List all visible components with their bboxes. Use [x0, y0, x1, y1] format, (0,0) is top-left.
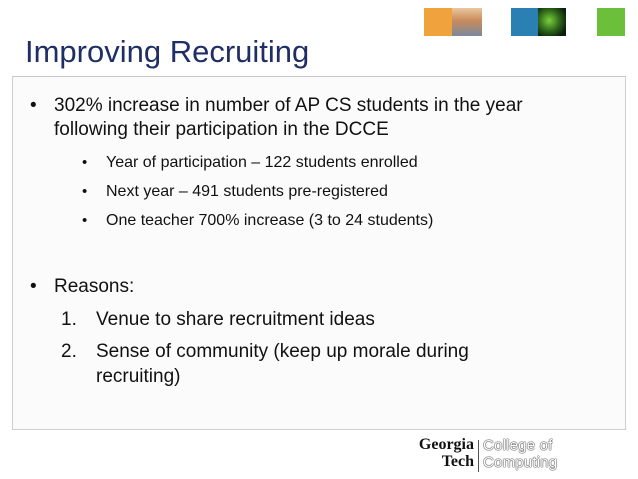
- bullet-2-line-1: Reasons:: [54, 276, 135, 297]
- sub-bullet-2: Next year – 491 students pre-registered: [106, 183, 388, 200]
- bullet-1-line-1: 302% increase in number of AP CS students in the year: [54, 95, 523, 116]
- college-of-computing-wordmark: [483, 437, 557, 471]
- green-color-tile: [597, 8, 625, 36]
- georgia-tech-college-of-computing-logo: [406, 436, 556, 474]
- logo-tech-text: Tech: [441, 453, 474, 470]
- sub-bullet-marker: •: [82, 154, 88, 171]
- sub-bullet-1: Year of participation – 122 students enrolled: [106, 154, 418, 171]
- orange-color-tile: [424, 8, 452, 36]
- numbered-item-2-line-1: Sense of community (keep up morale during: [96, 341, 469, 362]
- sub-bullet-3: One teacher 700% increase (3 to 24 students): [106, 212, 434, 229]
- numbered-item-2-line-2: recruiting): [96, 366, 181, 387]
- circuit-photo-tile: [538, 8, 566, 36]
- title-divider: [12, 76, 626, 77]
- campus-photo-tile: [452, 8, 482, 36]
- bullet-1-line-2: following their participation in the DCCE: [54, 119, 389, 140]
- logo-college-of-text: College of: [483, 437, 553, 454]
- bullet-marker: •: [30, 95, 37, 116]
- sub-bullet-marker: •: [82, 212, 88, 229]
- logo-divider: [478, 440, 479, 472]
- logo-computing-text: Computing: [483, 454, 558, 471]
- blue-color-tile: [511, 8, 538, 36]
- sub-bullet-marker: •: [82, 183, 88, 200]
- slide-title: Improving Recruiting: [25, 34, 310, 69]
- numbered-item-1: Venue to share recruitment ideas: [96, 309, 375, 330]
- georgia-tech-wordmark: [406, 436, 474, 470]
- numbered-marker: 1.: [61, 309, 77, 330]
- numbered-marker: 2.: [61, 341, 77, 362]
- logo-georgia-text: Georgia: [418, 436, 474, 453]
- bullet-marker: •: [30, 276, 37, 297]
